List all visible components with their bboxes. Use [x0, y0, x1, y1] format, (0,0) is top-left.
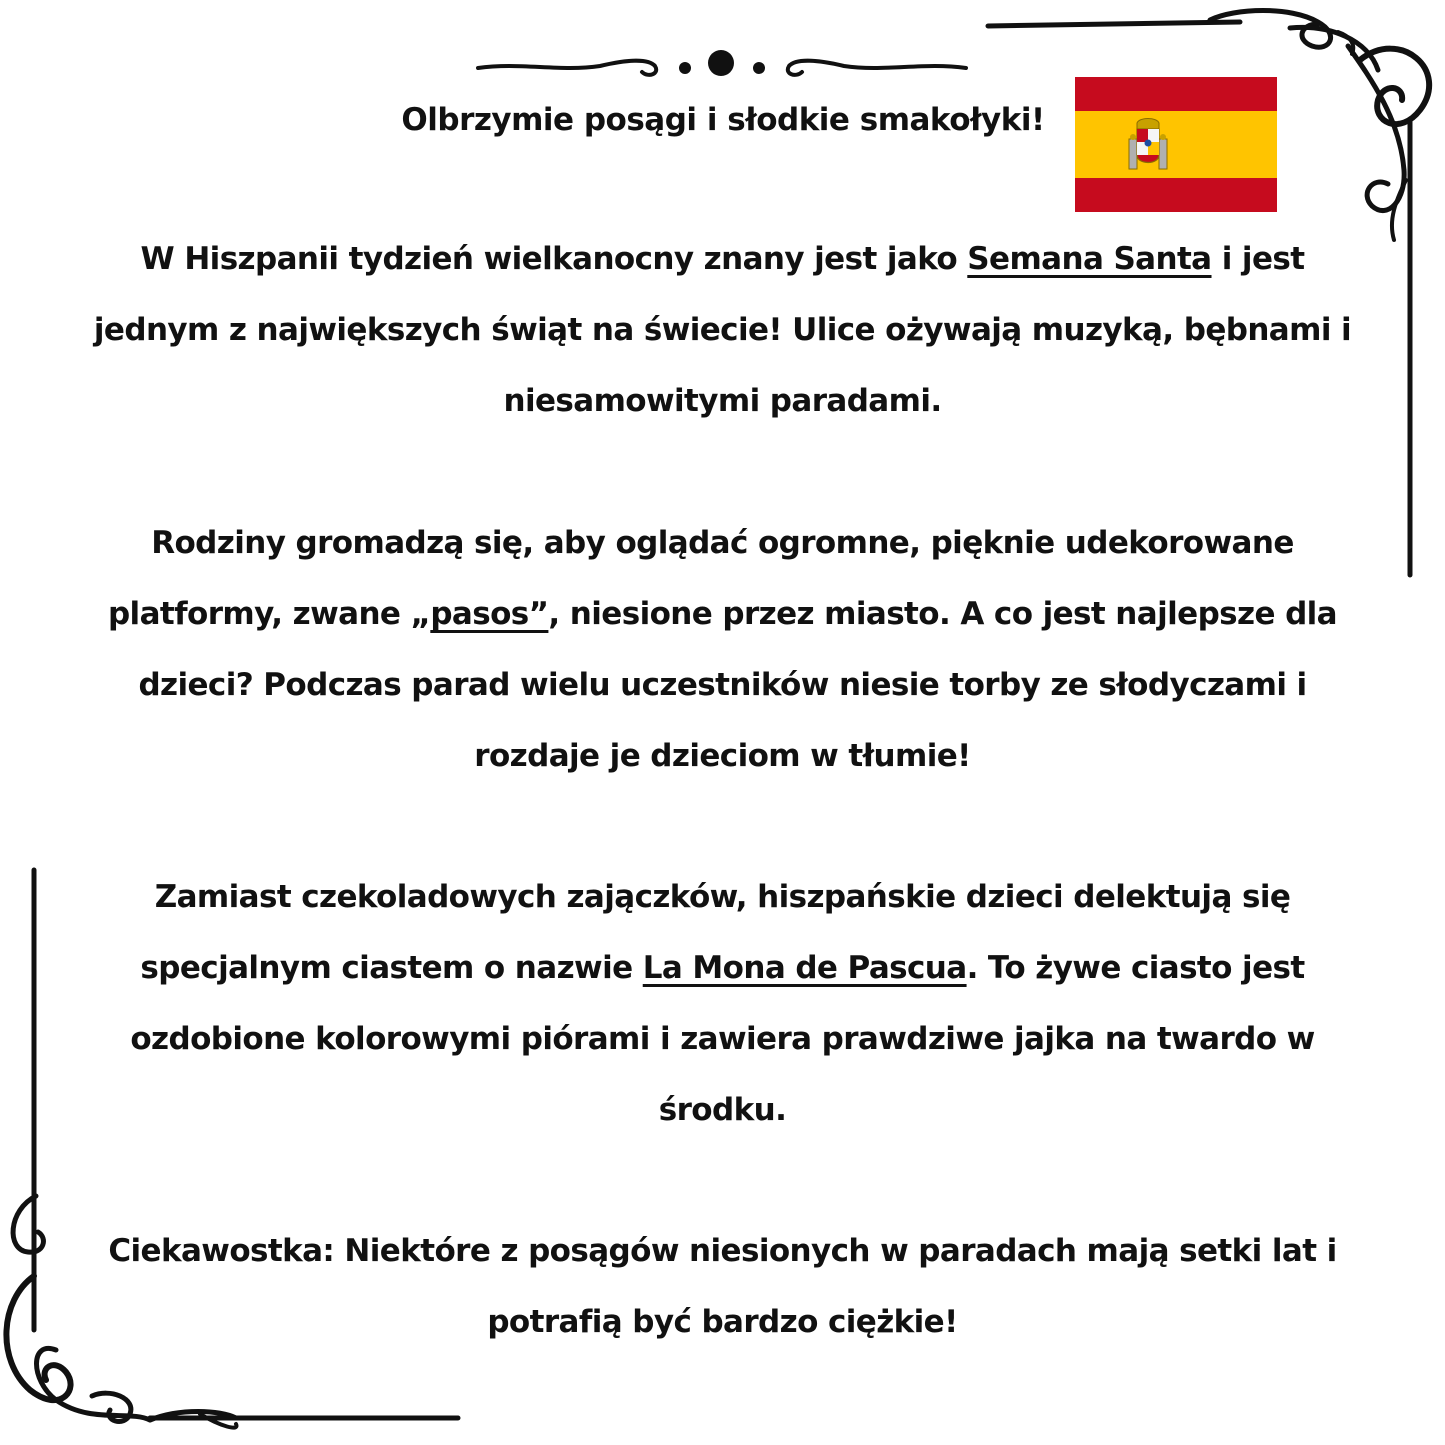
page-title: Olbrzymie posągi i słodkie smakołyki!	[401, 102, 1045, 138]
paragraph-pasos	[80, 508, 1365, 792]
paragraph-semana-santa	[80, 224, 1365, 437]
paragraph-la-mona	[80, 862, 1365, 1146]
paragraph-text: Zamiast czekoladowych zajączków, hiszpańskie dzieci delektują się specjalnym ciastem o nazwie	[140, 879, 1291, 986]
paragraph-text: . To żywe ciasto jest ozdobione kolorowymi piórami i zawiera prawdziwe jajka na twardo w środku.	[130, 950, 1315, 1128]
paragraph-text: W Hiszpanii tydzień wielkanocny znany jest jako	[140, 241, 968, 277]
paragraph-text: Rodziny gromadzą się, aby oglądać ogromne, pięknie udekorowane platformy, zwane „	[107, 525, 1294, 632]
link-pasos[interactable]: pasos”	[430, 596, 549, 632]
link-semana-santa[interactable]: Semana Santa	[967, 241, 1212, 277]
paragraph-text: Ciekawostka: Niektóre z posągów niesionych w paradach mają setki lat i potrafią być bardzo ciężkie!	[108, 1233, 1337, 1340]
link-la-mona-de-pascua[interactable]: La Mona de Pascua	[642, 950, 967, 986]
paragraph-fun-fact	[80, 1216, 1365, 1358]
paragraph-text: , niesione przez miasto. A co jest najlepsze dla dzieci? Podczas parad wielu uczestników niesie torby ze słodyczami i rozdaje je dzieciom w tłumie!	[138, 596, 1338, 774]
divider-dots	[679, 50, 765, 76]
spain-flag-icon	[1075, 77, 1277, 212]
paragraph-text: i jest jednym z największych świąt na świecie! Ulice ożywają muzyką, bębnami i niesamowitymi paradami.	[93, 241, 1352, 419]
